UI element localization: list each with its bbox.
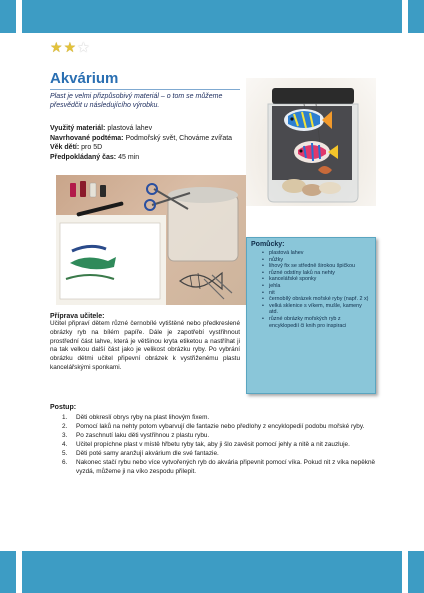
meta-row: Věk dětí: pro 5D xyxy=(50,144,103,151)
footer-band xyxy=(0,551,424,593)
list-item: 5. Děti poté samy aranžují akvárium dle své fantazie. xyxy=(62,450,219,457)
steps-list xyxy=(50,413,380,476)
list-item: 2. Pomocí laků na nehty potom vybarvují dle fantazie nebo předlohy z encyklopedií podobu mořské ryby. xyxy=(62,423,365,430)
preparation-text: Učitel připraví dětem různé černobílé vytištěné nebo předkreslené obrázky ryb na bílém papíře. Dále je zapotřebí vystřihnout prostřední část lahve, která je většinou kryta etiketou a nastříhat ji na tak velkou další část jako je velikost obrázku ryby. Po vybrání obrázku dětmi učitel připevní obrázek k vystřiženému plastu kancelářskými sponkami. xyxy=(50,320,240,371)
tools-box xyxy=(246,237,376,394)
footer-band-gap xyxy=(402,551,408,593)
list-item: • různé odstíny laků na nehty xyxy=(269,270,371,277)
list-item: 6. Nakonec stačí rybu nebo více vytvořených ryb do akvária připevnit pomocí víka. Pokud nit z víka nepěkně vyzdá, můžeme ji na víko zespodu přilepit. xyxy=(62,459,376,475)
list-item: • kancelářské sponky xyxy=(269,276,371,283)
list-item: • lihový fix se středně širokou špičkou xyxy=(269,263,371,270)
list-item: • nit xyxy=(269,290,371,297)
page-title: Akvárium xyxy=(50,70,119,87)
header-band-gap xyxy=(16,0,22,33)
star-filled-icon: ★ xyxy=(63,39,77,55)
list-item: 4. Učitel propíchne plast v místě hřbetu ryby tak, aby ji šlo zavěsit pomocí jehly a nitě a nit zauzluje. xyxy=(62,441,350,448)
meta-row: Využitý materiál: plastová lahev xyxy=(50,125,153,132)
list-item: • různé obrázky mořských ryb z encyklopedií či knih pro inspiraci xyxy=(269,316,371,329)
list-item: • velká sklenice s víkem, mušle, kameny atd. xyxy=(269,303,371,316)
footer-band-gap xyxy=(16,551,22,593)
tools-list xyxy=(251,250,371,329)
procedure xyxy=(50,404,380,476)
star-filled-icon: ★ xyxy=(50,39,63,55)
list-item: • nůžky xyxy=(269,257,371,264)
list-item: • plastová lahev xyxy=(269,250,371,257)
section-heading: Postup: xyxy=(50,404,77,411)
section-heading: Příprava učitele: xyxy=(50,313,105,320)
intro-text: Plast je velmi přizpůsobivý materiál – o tom se můžeme přesvědčit u následujícího výrobku. xyxy=(50,93,223,109)
difficulty-rating xyxy=(50,40,90,54)
teacher-preparation xyxy=(50,313,240,373)
meta-row: Navrhované podtéma: Podmořský svět, Chováme zvířata xyxy=(50,134,233,142)
title-divider xyxy=(50,89,240,90)
header-band xyxy=(0,0,424,33)
list-item: 1. Děti obkreslí obrys ryby na plast lihovým fixem. xyxy=(62,414,210,421)
list-item: • černobílý obrázek mořské ryby (např. 2 x) xyxy=(269,296,371,303)
aquarium-jar-photo xyxy=(246,78,376,206)
meta-block xyxy=(50,124,250,162)
header-band-gap xyxy=(402,0,408,33)
tools-title: Pomůcky: xyxy=(251,241,285,248)
craft-materials-photo xyxy=(56,175,246,305)
meta-row: Předpokládaný čas: 45 min xyxy=(50,153,140,161)
star-empty-icon: ★ xyxy=(77,39,90,55)
list-item: • jehla xyxy=(269,283,371,290)
list-item: 3. Po zaschnutí laku děti vystřihnou z plastu rybu. xyxy=(62,432,210,439)
